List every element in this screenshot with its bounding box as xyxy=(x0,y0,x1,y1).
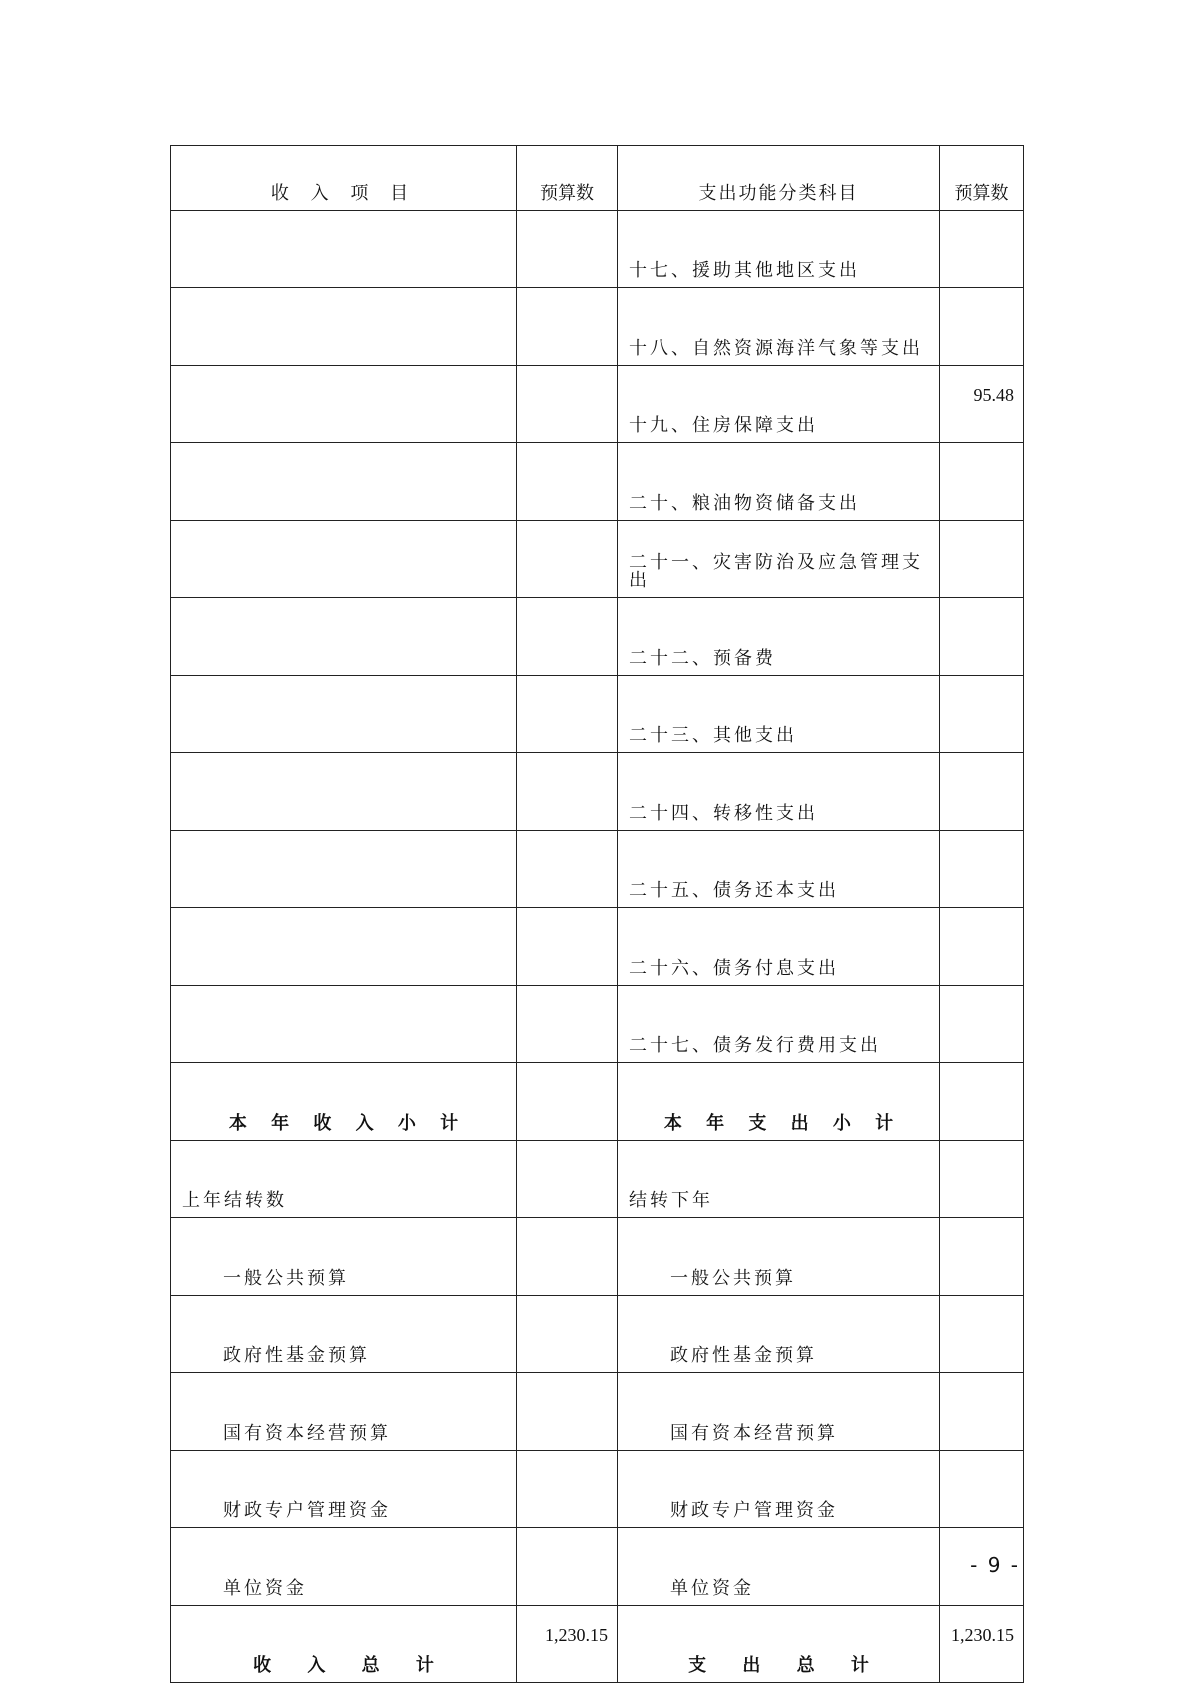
expense-value-cell xyxy=(940,753,1024,831)
income-value-cell xyxy=(517,598,618,676)
income-item-header: 收 入 项 目 xyxy=(171,146,517,211)
table-row xyxy=(171,598,1024,676)
income-total-label: 收 入 总 计 xyxy=(171,1605,517,1683)
expense-item-cell: 二十一、灾害防治及应急管理支出 xyxy=(618,520,940,598)
income-item-cell xyxy=(171,908,517,986)
table-row xyxy=(171,288,1024,366)
income-item-cell xyxy=(171,598,517,676)
expense-subtotal-value xyxy=(940,1063,1024,1141)
table-row xyxy=(171,210,1024,288)
table-row xyxy=(171,985,1024,1063)
expense-value-cell xyxy=(940,830,1024,908)
table-row xyxy=(171,830,1024,908)
income-value-cell xyxy=(517,1450,618,1528)
expense-value-cell xyxy=(940,1373,1024,1451)
expense-item-cell: 二十七、债务发行费用支出 xyxy=(618,985,940,1063)
expense-value-cell xyxy=(940,1295,1024,1373)
income-item-cell: 国有资本经营预算 xyxy=(171,1373,517,1451)
income-item-cell xyxy=(171,830,517,908)
expense-item-cell: 二十三、其他支出 xyxy=(618,675,940,753)
income-value-cell xyxy=(517,520,618,598)
expense-value-cell xyxy=(940,288,1024,366)
total-row xyxy=(171,1605,1024,1683)
income-total-value: 1,230.15 xyxy=(517,1605,618,1683)
income-value-cell xyxy=(517,753,618,831)
income-item-cell xyxy=(171,288,517,366)
expense-value-cell xyxy=(940,443,1024,521)
table-row xyxy=(171,675,1024,753)
income-budget-header: 预算数 xyxy=(517,146,618,211)
income-value-cell xyxy=(517,1295,618,1373)
expense-item-cell: 财政专户管理资金 xyxy=(618,1450,940,1528)
expense-item-cell: 二十六、债务付息支出 xyxy=(618,908,940,986)
expense-item-cell: 二十、粮油物资储备支出 xyxy=(618,443,940,521)
expense-item-cell: 结转下年 xyxy=(618,1140,940,1218)
table-row xyxy=(171,520,1024,598)
budget-table xyxy=(170,145,1024,1683)
expense-value-cell xyxy=(940,1218,1024,1296)
page-number: - 9 - xyxy=(970,1553,1020,1577)
income-item-cell xyxy=(171,753,517,831)
income-item-cell xyxy=(171,985,517,1063)
income-item-cell xyxy=(171,675,517,753)
expense-value-cell xyxy=(940,985,1024,1063)
income-value-cell xyxy=(517,365,618,443)
expense-item-header: 支出功能分类科目 xyxy=(618,146,940,211)
expense-value-cell xyxy=(940,1140,1024,1218)
expense-item-cell: 十九、住房保障支出 xyxy=(618,365,940,443)
expense-item-cell: 国有资本经营预算 xyxy=(618,1373,940,1451)
income-item-cell xyxy=(171,210,517,288)
income-value-cell xyxy=(517,1140,618,1218)
expense-total-label: 支 出 总 计 xyxy=(618,1605,940,1683)
income-item-cell: 上年结转数 xyxy=(171,1140,517,1218)
income-value-cell xyxy=(517,675,618,753)
table-row xyxy=(171,1218,1024,1296)
income-item-cell xyxy=(171,365,517,443)
table-row xyxy=(171,753,1024,831)
expense-value-cell: 95.48 xyxy=(940,365,1024,443)
expense-value-cell xyxy=(940,520,1024,598)
expense-item-cell: 二十四、转移性支出 xyxy=(618,753,940,831)
table-row xyxy=(171,908,1024,986)
income-item-cell: 单位资金 xyxy=(171,1528,517,1606)
expense-item-cell: 十七、援助其他地区支出 xyxy=(618,210,940,288)
expense-item-cell: 二十五、债务还本支出 xyxy=(618,830,940,908)
expense-value-cell xyxy=(940,210,1024,288)
expense-item-cell: 十八、自然资源海洋气象等支出 xyxy=(618,288,940,366)
expense-value-cell xyxy=(940,908,1024,986)
expense-subtotal-label: 本 年 支 出 小 计 xyxy=(618,1063,940,1141)
expense-value-cell xyxy=(940,598,1024,676)
income-value-cell xyxy=(517,985,618,1063)
expense-budget-header: 预算数 xyxy=(940,146,1024,211)
income-item-cell: 政府性基金预算 xyxy=(171,1295,517,1373)
income-value-cell xyxy=(517,210,618,288)
income-value-cell xyxy=(517,1218,618,1296)
income-value-cell xyxy=(517,1528,618,1606)
expense-item-cell: 单位资金 xyxy=(618,1528,940,1606)
table-row xyxy=(171,443,1024,521)
expense-item-cell: 二十二、预备费 xyxy=(618,598,940,676)
expense-value-cell xyxy=(940,675,1024,753)
table-row xyxy=(171,1295,1024,1373)
expense-item-cell: 政府性基金预算 xyxy=(618,1295,940,1373)
income-value-cell xyxy=(517,288,618,366)
subtotal-row xyxy=(171,1063,1024,1141)
expense-total-value: 1,230.15 xyxy=(940,1605,1024,1683)
income-value-cell xyxy=(517,908,618,986)
income-value-cell xyxy=(517,830,618,908)
income-value-cell xyxy=(517,1373,618,1451)
table-row xyxy=(171,1450,1024,1528)
income-item-cell xyxy=(171,520,517,598)
income-item-cell: 一般公共预算 xyxy=(171,1218,517,1296)
income-item-cell: 财政专户管理资金 xyxy=(171,1450,517,1528)
expense-rows xyxy=(171,210,1024,1063)
table-row xyxy=(171,1528,1024,1606)
income-subtotal-value xyxy=(517,1063,618,1141)
table-row xyxy=(171,1140,1024,1218)
table-row xyxy=(171,365,1024,443)
expense-value-cell xyxy=(940,1450,1024,1528)
table-header-row xyxy=(171,146,1024,211)
expense-item-cell: 一般公共预算 xyxy=(618,1218,940,1296)
income-item-cell xyxy=(171,443,517,521)
carryover-rows xyxy=(171,1140,1024,1605)
table-row xyxy=(171,1373,1024,1451)
income-subtotal-label: 本 年 收 入 小 计 xyxy=(171,1063,517,1141)
income-value-cell xyxy=(517,443,618,521)
